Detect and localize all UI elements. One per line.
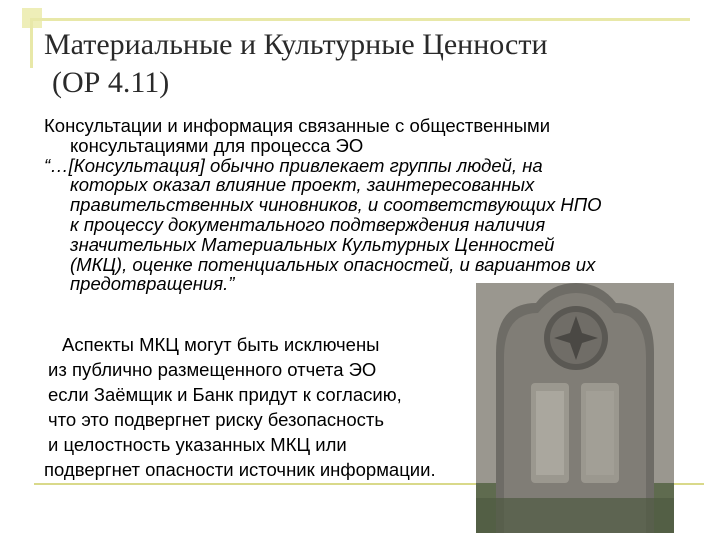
slide-title — [44, 26, 664, 102]
quote-line: которых оказал влияние проект, заинтересованных — [70, 174, 535, 196]
quote-line: (МКЦ), оценке потенциальных опасностей, и вариантов их — [70, 253, 596, 275]
aspects-line: Аспекты МКЦ могут быть исключены — [62, 334, 380, 355]
aspects-line: из публично размещенного отчета ЭО — [48, 359, 377, 380]
aspects-line: и целостность указанных МКЦ или — [48, 434, 347, 455]
slide-title-line1: Материальные и Культурные Ценности — [44, 28, 548, 61]
decorative-left-line — [30, 18, 33, 68]
stone-monument-image — [476, 283, 674, 533]
quote-line: к процессу документального подтверждения наличия — [70, 213, 546, 235]
slide-body-text — [44, 116, 684, 294]
quote-line: правительственных чиновников, и соответствующих НПО — [70, 194, 602, 216]
quote-line: значительных Материальных Культурных Ценностей — [70, 233, 555, 255]
slide-title-line2: (ОР 4.11) — [52, 66, 170, 99]
decorative-top-line — [30, 18, 690, 21]
intro-line-1: Консультации и информация связанные с общественными — [44, 115, 551, 136]
quote-line: “…[Консультация] обычно привлекает группы людей, на — [44, 154, 543, 176]
aspects-line: если Заёмщик и Банк придут к согласию, — [48, 384, 402, 405]
aspects-line: подвергнет опасности источник информации. — [44, 459, 436, 480]
monument-photo — [476, 283, 674, 533]
quote-block — [44, 156, 684, 295]
intro-line-2: консультациями для процесса ЭО — [70, 134, 364, 156]
quote-line: предотвращения.” — [70, 273, 235, 295]
aspects-line: что это подвергнет риску безопасность — [48, 409, 385, 430]
aspects-paragraph — [44, 332, 494, 482]
